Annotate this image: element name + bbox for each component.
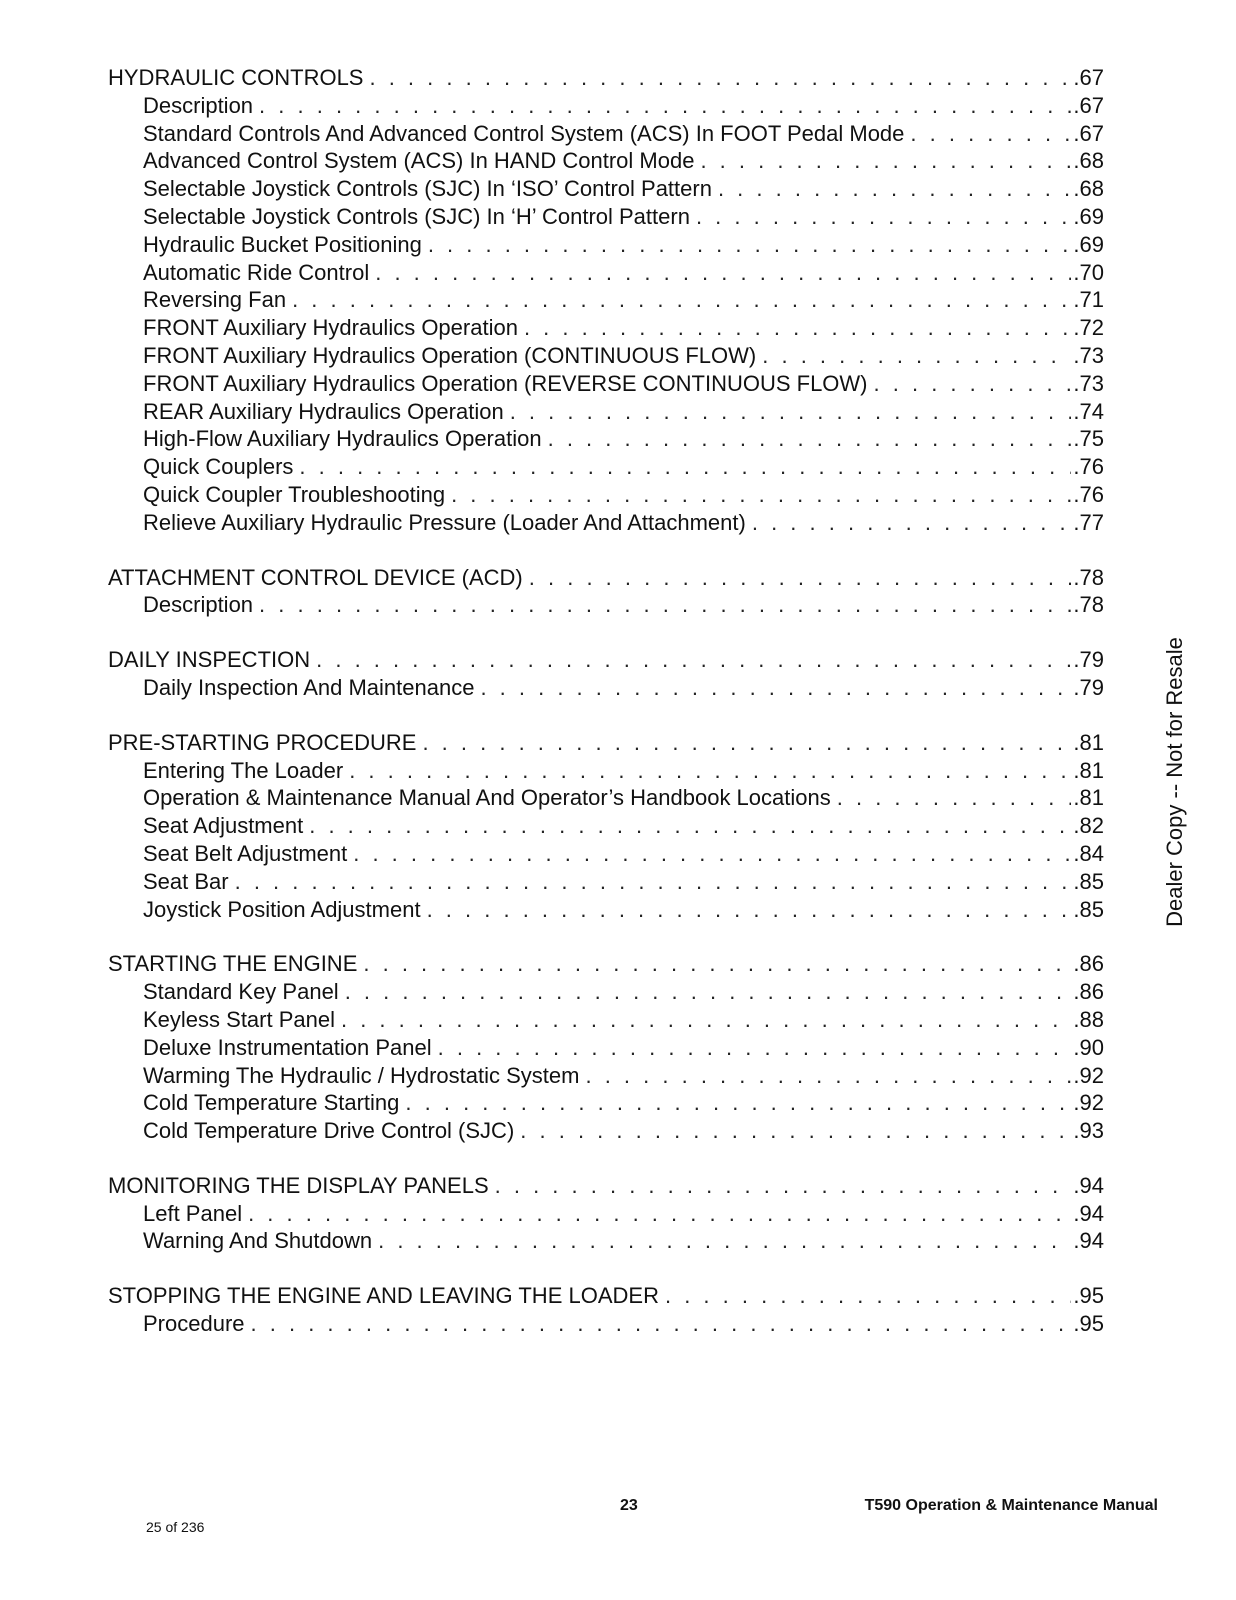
dot-leader	[910, 120, 1071, 148]
toc-entry-title: Description	[143, 592, 254, 618]
toc-section-heading-page-number: .67	[1073, 65, 1104, 90]
toc-entry-page-number: .79	[1073, 674, 1104, 700]
dot-leader	[495, 1172, 1072, 1200]
toc-entry-title: Selectable Joystick Controls (SJC) In ‘ISO’ Control Pattern	[143, 176, 712, 202]
dot-leader	[363, 950, 1071, 978]
toc-section-heading[interactable]	[108, 1172, 1104, 1200]
toc-entry-page-number: .67	[1073, 120, 1104, 146]
toc-entry[interactable]	[108, 868, 1104, 896]
toc-entry-title: Relieve Auxiliary Hydraulic Pressure (Loader And Attachment)	[143, 509, 746, 535]
toc-entry[interactable]	[108, 812, 1104, 840]
dot-leader	[874, 370, 1072, 398]
toc-entry[interactable]	[108, 147, 1104, 175]
toc-entry-title: Cold Temperature Drive Control (SJC)	[143, 1118, 515, 1144]
toc-section-heading[interactable]	[108, 729, 1104, 757]
toc-entry[interactable]	[108, 370, 1104, 398]
toc-entry[interactable]	[108, 896, 1104, 924]
toc-section	[108, 729, 1104, 924]
dot-leader	[696, 203, 1071, 231]
toc-entry-page-number: .81	[1073, 757, 1104, 783]
toc-entry-title: Procedure	[143, 1311, 245, 1337]
dot-leader	[665, 1282, 1071, 1310]
dot-leader	[345, 978, 1072, 1006]
toc-entry-page-number: .72	[1073, 315, 1104, 341]
toc-entry[interactable]	[108, 481, 1104, 509]
toc-entry-title: Seat Belt Adjustment	[143, 840, 348, 866]
toc-entry[interactable]	[108, 398, 1104, 426]
toc-entry[interactable]	[108, 342, 1104, 370]
toc-entry-page-number: .74	[1073, 398, 1104, 424]
dot-leader	[259, 591, 1071, 619]
dot-leader	[438, 1034, 1072, 1062]
toc-entry-title: Seat Adjustment	[143, 813, 304, 839]
toc-entry-title: Seat Bar	[143, 868, 229, 894]
toc-entry-title: Advanced Control System (ACS) In HAND Control Mode	[143, 148, 695, 174]
toc-entry-page-number: .86	[1073, 979, 1104, 1005]
footer-page-count: 25 of 236	[146, 1519, 205, 1535]
toc-entry-title: Description	[143, 92, 254, 118]
toc-section-heading-title: MONITORING THE DISPLAY PANELS	[108, 1172, 489, 1198]
toc-section-heading[interactable]	[108, 646, 1104, 674]
dot-leader	[292, 286, 1071, 314]
dot-leader	[353, 840, 1071, 868]
toc-entry[interactable]	[108, 1310, 1104, 1338]
toc-section-heading-title: PRE-STARTING PROCEDURE	[108, 729, 417, 755]
toc-section	[108, 950, 1104, 1145]
toc-entry[interactable]	[108, 314, 1104, 342]
toc-entry[interactable]	[108, 1062, 1104, 1090]
dot-leader	[451, 481, 1071, 509]
toc-entry-title: Selectable Joystick Controls (SJC) In ‘H’ Control Pattern	[143, 203, 690, 229]
toc-entry-page-number: .76	[1073, 454, 1104, 480]
toc-entry-title: High-Flow Auxiliary Hydraulics Operation	[143, 426, 542, 452]
toc-section	[108, 646, 1104, 702]
toc-entry-page-number: .70	[1073, 259, 1104, 285]
dot-leader	[299, 453, 1071, 481]
toc-entry-page-number: .94	[1073, 1200, 1104, 1226]
dot-leader	[378, 1227, 1071, 1255]
toc-entry-page-number: .82	[1073, 813, 1104, 839]
toc-section-heading-title: HYDRAULIC CONTROLS	[108, 65, 364, 90]
footer-manual-title: T590 Operation & Maintenance Manual	[864, 1497, 1158, 1514]
toc-entry[interactable]	[108, 674, 1104, 702]
toc-entry-page-number: .71	[1073, 287, 1104, 313]
toc-entry[interactable]	[108, 840, 1104, 868]
toc-entry-title: Keyless Start Panel	[143, 1006, 335, 1032]
toc-section	[108, 564, 1104, 620]
toc-entry[interactable]	[108, 784, 1104, 812]
toc-entry[interactable]	[108, 425, 1104, 453]
dot-leader	[548, 425, 1072, 453]
toc-entry[interactable]	[108, 1227, 1104, 1255]
toc-section-heading[interactable]	[108, 564, 1104, 592]
toc-entry-title: Joystick Position Adjustment	[143, 896, 421, 922]
toc-entry-page-number: .92	[1073, 1062, 1104, 1088]
toc-entry-title: Entering The Loader	[143, 757, 344, 783]
dot-leader	[405, 1089, 1071, 1117]
toc-entry-page-number: .69	[1073, 231, 1104, 257]
toc-entry-title: REAR Auxiliary Hydraulics Operation	[143, 398, 504, 424]
toc-entry-title: Quick Coupler Troubleshooting	[143, 481, 446, 507]
toc-entry-title: Standard Key Panel	[143, 979, 339, 1005]
dot-leader	[235, 868, 1072, 896]
dot-leader	[428, 231, 1072, 259]
toc-entry[interactable]	[108, 978, 1104, 1006]
toc-entry[interactable]	[108, 231, 1104, 259]
toc-section-heading-page-number: .95	[1073, 1283, 1104, 1309]
toc-section-heading-title: ATTACHMENT CONTROL DEVICE (ACD)	[108, 564, 523, 590]
toc-entry[interactable]	[108, 1089, 1104, 1117]
dot-leader	[316, 646, 1071, 674]
toc-entry-page-number: .68	[1073, 176, 1104, 202]
toc-entry-page-number: .73	[1073, 342, 1104, 368]
toc-section-heading[interactable]	[108, 1282, 1104, 1310]
toc-entry[interactable]	[108, 92, 1104, 120]
dot-leader	[752, 509, 1072, 537]
toc-entry-title: FRONT Auxiliary Hydraulics Operation (CONTINUOUS FLOW)	[143, 342, 757, 368]
toc-section-heading-page-number: .81	[1073, 729, 1104, 755]
toc-section	[108, 64, 1104, 537]
toc-entry[interactable]	[108, 175, 1104, 203]
toc-section-heading[interactable]	[108, 950, 1104, 978]
toc-entry-page-number: .93	[1073, 1118, 1104, 1144]
toc-entry-page-number: .88	[1073, 1006, 1104, 1032]
toc-entry-title: Cold Temperature Starting	[143, 1090, 400, 1116]
toc-section	[108, 1172, 1104, 1255]
toc-entry-title: Hydraulic Bucket Positioning	[143, 231, 422, 257]
dot-leader	[700, 147, 1071, 175]
dot-leader	[375, 259, 1071, 287]
dot-leader	[251, 1310, 1072, 1338]
toc-section-heading-page-number: .94	[1073, 1172, 1104, 1198]
side-watermark-text: Dealer Copy -- Not for Resale	[1162, 637, 1187, 927]
toc-entry[interactable]	[108, 591, 1104, 619]
toc-entry[interactable]	[108, 286, 1104, 314]
toc-entry[interactable]	[108, 1034, 1104, 1062]
toc-entry-title: Operation & Maintenance Manual And Operator’s Handbook Locations	[143, 785, 831, 811]
toc-entry[interactable]	[108, 120, 1104, 148]
dot-leader	[259, 92, 1071, 120]
toc-entry-title: Reversing Fan	[143, 287, 287, 313]
toc-entry-page-number: .94	[1073, 1228, 1104, 1254]
toc-entry[interactable]	[108, 509, 1104, 537]
toc-section-heading-title: DAILY INSPECTION	[108, 647, 311, 673]
toc-entry-page-number: .76	[1073, 481, 1104, 507]
dot-leader	[529, 564, 1072, 592]
toc-entry-page-number: .92	[1073, 1090, 1104, 1116]
toc-entry[interactable]	[108, 757, 1104, 785]
toc-entry-title: Warning And Shutdown	[143, 1228, 373, 1254]
toc-entry[interactable]	[108, 1117, 1104, 1145]
toc-section-heading-title: STARTING THE ENGINE	[108, 951, 358, 977]
toc-entry-page-number: .73	[1073, 370, 1104, 396]
toc-section-heading-page-number: .86	[1073, 951, 1104, 977]
toc-entry-title: FRONT Auxiliary Hydraulics Operation	[143, 315, 518, 341]
dot-leader	[520, 1117, 1071, 1145]
dot-leader	[309, 812, 1071, 840]
dot-leader	[349, 757, 1071, 785]
toc-entry-page-number: .69	[1073, 203, 1104, 229]
toc-entry-page-number: .78	[1073, 592, 1104, 618]
dot-leader	[718, 175, 1071, 203]
toc-entry-page-number: .68	[1073, 148, 1104, 174]
toc-entry[interactable]	[108, 453, 1104, 481]
dot-leader	[524, 314, 1071, 342]
dot-leader	[248, 1200, 1071, 1228]
toc-entry-title: Quick Couplers	[143, 454, 294, 480]
dot-leader	[585, 1062, 1071, 1090]
toc-entry-page-number: .95	[1073, 1311, 1104, 1337]
toc-entry-page-number: .90	[1073, 1034, 1104, 1060]
toc-entry-page-number: .81	[1073, 785, 1104, 811]
dot-leader	[341, 1006, 1071, 1034]
toc-entry-title: Daily Inspection And Maintenance	[143, 674, 475, 700]
dot-leader	[762, 342, 1071, 370]
toc-entry[interactable]	[108, 203, 1104, 231]
toc-section-heading[interactable]	[108, 64, 1104, 92]
toc-entry-title: Warming The Hydraulic / Hydrostatic System	[143, 1062, 580, 1088]
toc-entry[interactable]	[108, 1006, 1104, 1034]
dot-leader	[837, 784, 1072, 812]
toc-entry-page-number: .67	[1073, 92, 1104, 118]
toc-entry-page-number: .85	[1073, 896, 1104, 922]
toc-section-heading-page-number: .79	[1073, 647, 1104, 673]
toc-entry-page-number: .75	[1073, 426, 1104, 452]
toc-section-heading-title: STOPPING THE ENGINE AND LEAVING THE LOADER	[108, 1283, 659, 1309]
toc-entry-title: Automatic Ride Control	[143, 259, 370, 285]
toc-section	[108, 1282, 1104, 1338]
toc-entry-title: Standard Controls And Advanced Control System (ACS) In FOOT Pedal Mode	[143, 120, 905, 146]
dot-leader	[510, 398, 1072, 426]
table-of-contents	[108, 64, 1104, 1365]
dot-leader	[422, 729, 1071, 757]
dot-leader	[369, 64, 1071, 92]
dot-leader	[427, 896, 1072, 924]
toc-entry-title: FRONT Auxiliary Hydraulics Operation (REVERSE CONTINUOUS FLOW)	[143, 370, 868, 396]
toc-entry-page-number: .77	[1073, 509, 1104, 535]
footer-page-number: 23	[620, 1497, 638, 1514]
toc-entry-title: Left Panel	[143, 1200, 243, 1226]
toc-entry-page-number: .84	[1073, 840, 1104, 866]
toc-entry[interactable]	[108, 1200, 1104, 1228]
toc-entry[interactable]	[108, 259, 1104, 287]
toc-entry-title: Deluxe Instrumentation Panel	[143, 1034, 432, 1060]
dot-leader	[480, 674, 1071, 702]
toc-entry-page-number: .85	[1073, 868, 1104, 894]
toc-section-heading-page-number: .78	[1073, 564, 1104, 590]
